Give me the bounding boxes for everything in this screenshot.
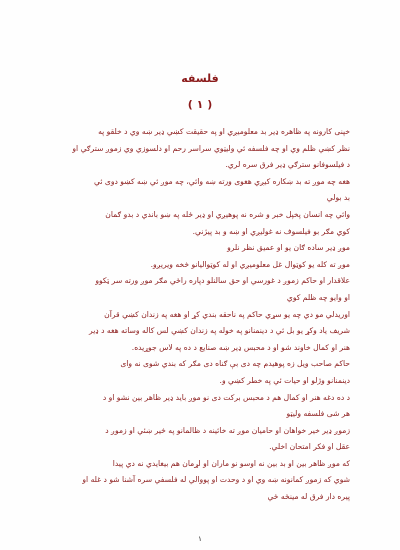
text-line: موږ ډير ساده ګان يو او عميق نظر نلرو (227, 243, 350, 253)
text-line: دينمنانو وژلو او حيات ئي په خطر کښي و. (219, 375, 350, 385)
text-line: زموږ ډير خير خواهان او حاميان موږ ته خائينه د ظالمانو په څير ښئي او زموږ د (105, 425, 350, 435)
section-number: ( ۱ ) (187, 98, 213, 111)
text-line: شريف ياد وکړ يو بل ئي د دينمنانو په خوله په زندان کښي لس کاله وساته هغه د ډير (89, 326, 350, 336)
text-line: پيره دار فرق له مينځه ځي (267, 492, 350, 502)
text-line: او وايو چه ظلم کوي (286, 292, 350, 302)
text-line: نظر کښي ظلم وي او چه فلسفه ئي وليټوي سراسر رحم او دلسوزي وي زموږ سترګي او (72, 143, 350, 153)
page-title: فلسفه (181, 72, 219, 85)
text-line: بد بولي (326, 193, 350, 203)
text-line: خپنی کارونه په ظاهره ډیر بد معلومیږي او په حقیقت کښي ډیر ښه وي د خلقو په (98, 127, 350, 136)
text-line: موږ ته کله يو کوټوال غل معلوميږي او له کوټواليانو څخه ويريږو. (150, 259, 350, 269)
body-text (58, 124, 350, 506)
page-number: ۱ (198, 535, 202, 543)
text-line: هنر او کمال خاوند شو او د محبس ډير ښه صنايع د ده په لاس جوړيده. (131, 342, 350, 352)
text-line: حاکم صاحب ويل زه پوهيدم چه دی بې ګناه دی مګر که بندي شوی نه وای (120, 359, 350, 369)
text-line: کوي مګر بو فيلسوف نه غوليږي او ښه و بد پيژني. (192, 226, 350, 236)
text-line: هغه چه موږ ته بد ښکاره کيږي هغوی ورته ښه وائي، چه موږ ئي ښه کښو دوی ئي (94, 176, 350, 186)
text-line: که موږ ظاهر بين او بد بين نه اوسو نو ماران او لړمان هم بيغايدي نه دي پيدا (112, 458, 350, 468)
text-line: وائي چه انسان پخپل خبر و شره نه پوهيږي او ډير ځله په ښو باندي د بدو ګمان (105, 209, 350, 219)
text-line: هر شی فلسفه وليټو (286, 409, 350, 419)
text-line: علاقدار او حاکم زموږ د غورسي او حق سالنلو دپاره راځي مګر موږ ورته سر ټکوو (95, 276, 350, 286)
text-line: عقل او فکر امتحان اخلي. (269, 442, 350, 452)
text-line: اوريدلي مو دي چه يو سړي حاکم په ناحقه بندي کړ او هغه په زندان کښي قرآن (104, 309, 350, 319)
text-line: د فيلسوفانو سترګي ډير فرق سره لري. (225, 160, 350, 170)
text-line: د ده دغه هنر او کمال هم د محبس برکت دی نو موږ بايد ډير ظاهر بين نشو او د (102, 392, 350, 402)
text-line: شوي که زموږ کمانونه ښه وي او د وحدت او پووالي له فلسفي سره آشنا شو د غله او (82, 475, 350, 485)
